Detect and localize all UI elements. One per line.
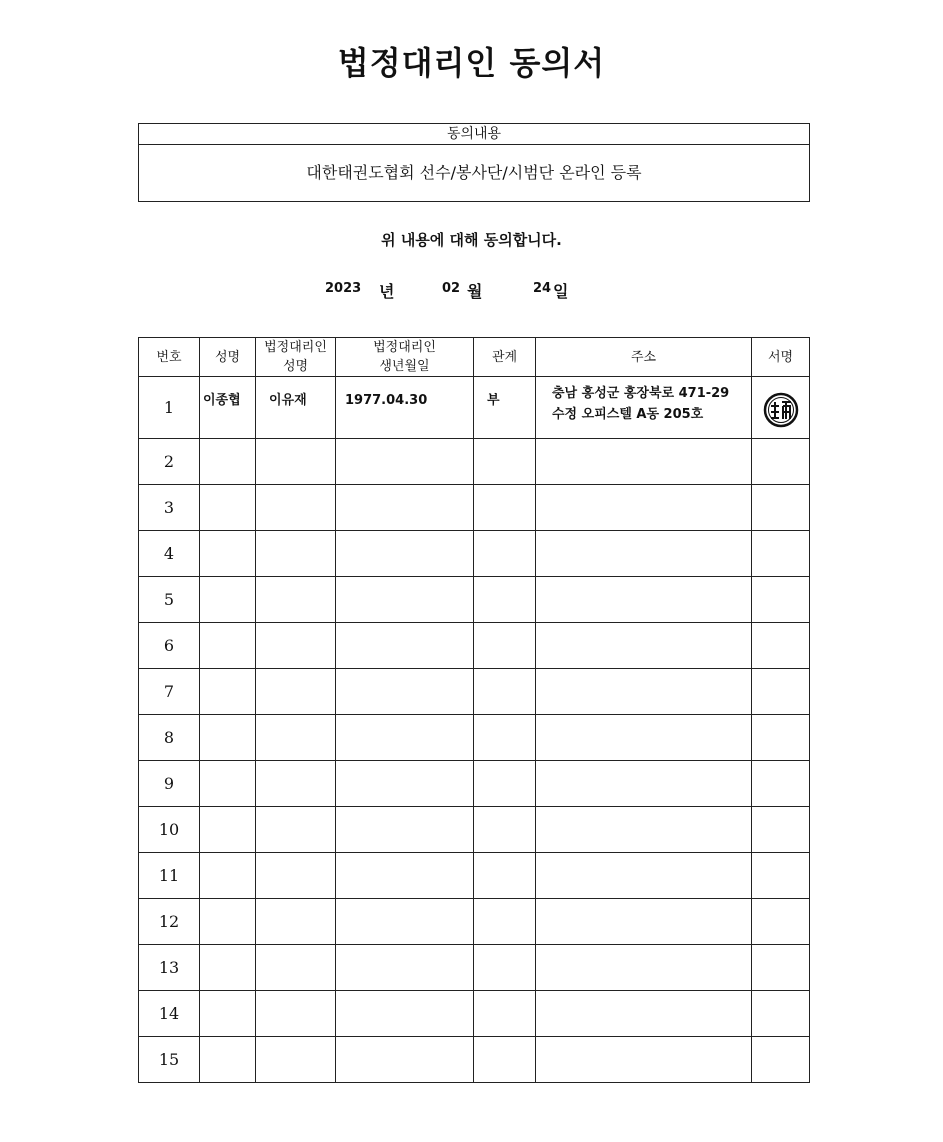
row-signature-cell	[752, 623, 810, 669]
row-address-cell	[536, 853, 752, 899]
row-name-cell	[200, 761, 256, 807]
row-relation-cell	[474, 715, 536, 761]
row-name-cell	[200, 945, 256, 991]
row-name-cell	[200, 1037, 256, 1083]
table-row	[139, 991, 810, 1037]
table-row	[139, 715, 810, 761]
row-number: 8	[139, 715, 200, 761]
row-guardian-birth-cell	[336, 853, 474, 899]
row-relation-cell	[474, 669, 536, 715]
row-number: 14	[139, 991, 200, 1037]
row-relation-cell	[474, 1037, 536, 1083]
row-guardian-name: 이유재	[256, 377, 336, 439]
row-guardian-birth-cell	[336, 761, 474, 807]
row-address-line1: 충남 홍성군 홍장북로 471-29	[552, 386, 730, 401]
row-guardian-birth-cell	[336, 669, 474, 715]
row-address-cell	[536, 807, 752, 853]
row-name-cell	[200, 853, 256, 899]
document-title: 법정대리인 동의서	[337, 44, 606, 82]
row-signature-cell	[752, 669, 810, 715]
table-row	[139, 485, 810, 531]
row-guardian-birth-cell	[336, 485, 474, 531]
row-guardian-name-cell	[256, 577, 336, 623]
table-row	[139, 899, 810, 945]
header-guardian-birth	[336, 338, 474, 377]
header-name: 성명	[200, 338, 256, 377]
row-relation-cell	[474, 853, 536, 899]
row-name-cell	[200, 807, 256, 853]
row-relation-cell	[474, 945, 536, 991]
row-guardian-birth-cell	[336, 991, 474, 1037]
row-address-cell	[536, 623, 752, 669]
table-row	[139, 377, 810, 439]
row-signature-cell	[752, 485, 810, 531]
row-signature-cell	[752, 899, 810, 945]
row-number: 15	[139, 1037, 200, 1083]
row-guardian-name-cell	[256, 945, 336, 991]
row-address-cell	[536, 1037, 752, 1083]
date-day-unit: 일	[553, 282, 569, 301]
row-name-cell	[200, 715, 256, 761]
row-address-cell	[536, 715, 752, 761]
row-number: 10	[139, 807, 200, 853]
row-name-cell	[200, 623, 256, 669]
row-guardian-name-cell	[256, 531, 336, 577]
table-row	[139, 807, 810, 853]
row-relation-cell	[474, 623, 536, 669]
row-number: 13	[139, 945, 200, 991]
consent-content: 대한태권도협회 선수/봉사단/시범단 온라인 등록	[306, 163, 642, 182]
row-address	[536, 377, 752, 439]
row-guardian-birth-cell	[336, 807, 474, 853]
row-name: 이종협	[200, 377, 256, 439]
row-guardian-name-cell	[256, 439, 336, 485]
row-guardian-birth-cell	[336, 439, 474, 485]
row-name-cell	[200, 991, 256, 1037]
row-signature-cell	[752, 853, 810, 899]
table-row	[139, 531, 810, 577]
row-guardian-birth-cell	[336, 899, 474, 945]
row-address-cell	[536, 669, 752, 715]
row-guardian-name-cell	[256, 1037, 336, 1083]
row-relation-cell	[474, 531, 536, 577]
row-signature-cell	[752, 991, 810, 1037]
row-signature-cell	[752, 715, 810, 761]
row-number: 9	[139, 761, 200, 807]
row-signature-cell	[752, 761, 810, 807]
row-relation-cell	[474, 899, 536, 945]
row-guardian-birth-cell	[336, 623, 474, 669]
header-guardian-name	[256, 338, 336, 377]
row-guardian-name-cell	[256, 807, 336, 853]
row-guardian-birth-cell	[336, 531, 474, 577]
table-row	[139, 439, 810, 485]
row-address-cell	[536, 945, 752, 991]
table-header-row	[139, 338, 810, 377]
row-signature-cell	[752, 945, 810, 991]
row-number: 6	[139, 623, 200, 669]
table-row	[139, 945, 810, 991]
row-name-cell	[200, 439, 256, 485]
header-guardian-name-line1: 법정대리인	[264, 340, 327, 355]
date-month: 02	[442, 281, 461, 296]
row-guardian-name-cell	[256, 669, 336, 715]
row-guardian-birth-cell	[336, 715, 474, 761]
header-relation: 관계	[474, 338, 536, 377]
row-address-cell	[536, 439, 752, 485]
table-row	[139, 669, 810, 715]
header-guardian-name-line2: 성명	[282, 359, 309, 374]
row-relation-cell	[474, 991, 536, 1037]
row-guardian-name-cell	[256, 761, 336, 807]
row-address-cell	[536, 991, 752, 1037]
table-row	[139, 761, 810, 807]
date-month-unit: 월	[467, 282, 483, 301]
row-name-cell	[200, 899, 256, 945]
row-relation-cell	[474, 761, 536, 807]
row-guardian-birth-cell	[336, 577, 474, 623]
row-name-cell	[200, 485, 256, 531]
row-number: 11	[139, 853, 200, 899]
consent-header: 동의내용	[139, 124, 809, 145]
table-row	[139, 577, 810, 623]
row-relation: 부	[474, 377, 536, 439]
row-relation-cell	[474, 807, 536, 853]
row-signature-cell	[752, 577, 810, 623]
row-number: 1	[139, 377, 200, 439]
consent-content-box	[138, 123, 810, 202]
date-year: 2023	[325, 281, 362, 296]
date-year-unit: 년	[379, 282, 395, 301]
row-guardian-name-cell	[256, 485, 336, 531]
header-address: 주소	[536, 338, 752, 377]
row-address-cell	[536, 899, 752, 945]
row-relation-cell	[474, 439, 536, 485]
row-relation-cell	[474, 485, 536, 531]
row-guardian-birth: 1977.04.30	[336, 377, 474, 439]
row-guardian-name-cell	[256, 991, 336, 1037]
row-address-cell	[536, 577, 752, 623]
header-guardian-birth-line2: 생년월일	[379, 359, 430, 374]
row-guardian-name-cell	[256, 715, 336, 761]
row-name-cell	[200, 531, 256, 577]
date-day: 24	[533, 281, 552, 296]
row-number: 3	[139, 485, 200, 531]
row-address-cell	[536, 761, 752, 807]
row-address-cell	[536, 485, 752, 531]
row-signature-cell	[752, 531, 810, 577]
row-number: 7	[139, 669, 200, 715]
row-number: 5	[139, 577, 200, 623]
row-number: 4	[139, 531, 200, 577]
row-guardian-birth-cell	[336, 945, 474, 991]
row-signature-cell	[752, 1037, 810, 1083]
row-address-line2: 수정 오피스텔 A동 205호	[552, 407, 704, 422]
row-signature-cell	[752, 807, 810, 853]
row-signature-cell	[752, 439, 810, 485]
agreement-statement: 위 내용에 대해 동의합니다.	[381, 231, 562, 249]
row-name-cell	[200, 577, 256, 623]
row-guardian-name-cell	[256, 853, 336, 899]
row-number: 12	[139, 899, 200, 945]
table-row	[139, 623, 810, 669]
row-signature	[752, 377, 810, 439]
row-guardian-name-cell	[256, 623, 336, 669]
guardian-table	[138, 337, 810, 1083]
table-row	[139, 1037, 810, 1083]
header-no: 번호	[139, 338, 200, 377]
row-name-cell	[200, 669, 256, 715]
row-address-cell	[536, 531, 752, 577]
row-guardian-name-cell	[256, 899, 336, 945]
signature-seal-icon	[763, 392, 799, 428]
row-number: 2	[139, 439, 200, 485]
row-guardian-birth-cell	[336, 1037, 474, 1083]
row-relation-cell	[474, 577, 536, 623]
header-signature: 서명	[752, 338, 810, 377]
table-row	[139, 853, 810, 899]
header-guardian-birth-line1: 법정대리인	[373, 340, 436, 355]
